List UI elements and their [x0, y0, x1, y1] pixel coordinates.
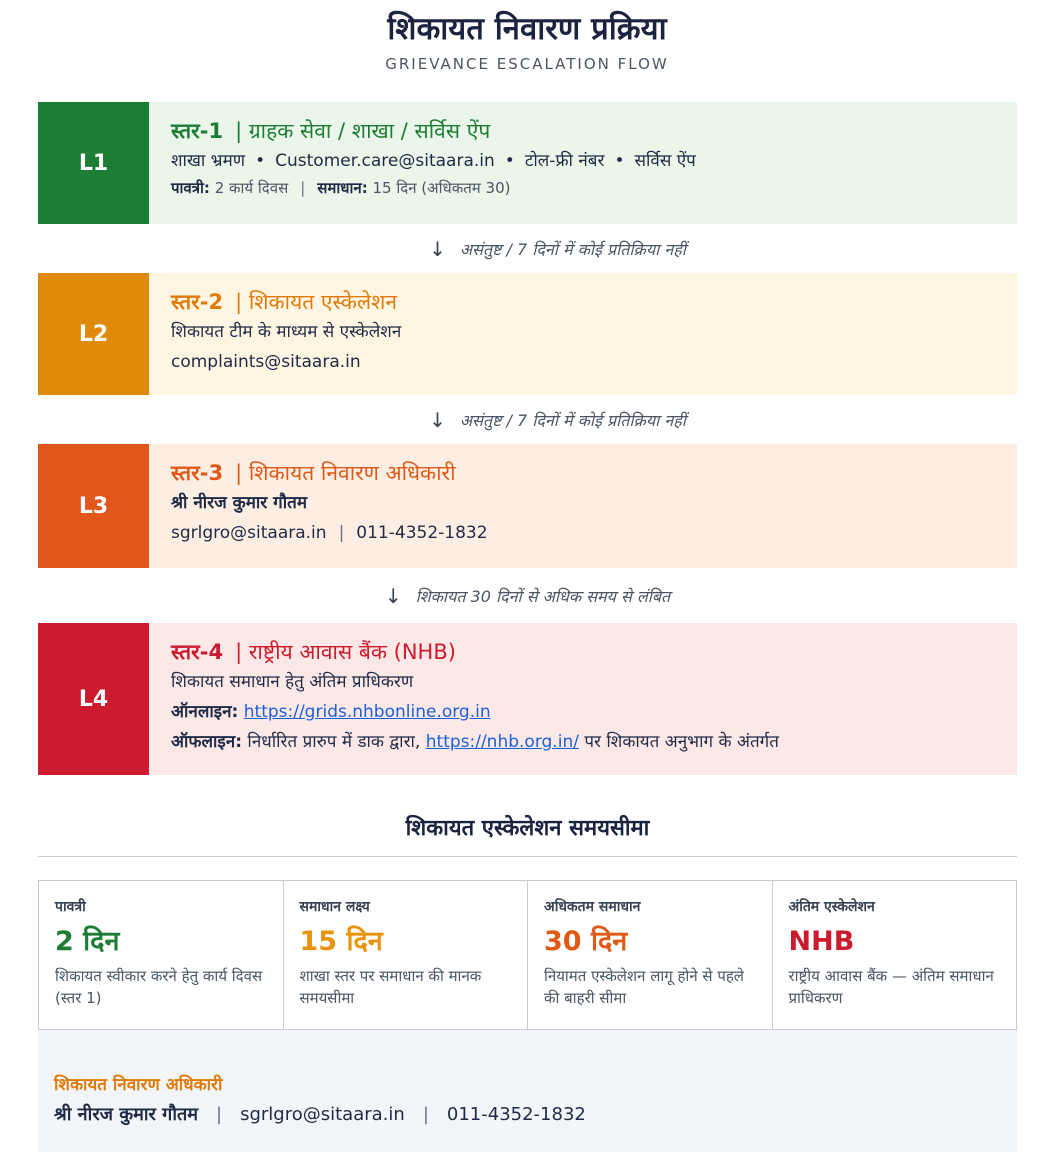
card-description: शाखा स्तर पर समाधान की मानक समयसीमा [299, 967, 482, 1007]
page-subtitle: GRIEVANCE ESCALATION FLOW [385, 55, 669, 73]
card-value: NHB [788, 926, 855, 957]
channel-app: सर्विस ऐंप [634, 151, 696, 171]
arrow-down-icon: ↓ [429, 407, 446, 432]
bullet-icon: • [255, 151, 266, 171]
level-4-subtitle: | राष्ट्रीय आवास बैंक (NHB) [235, 640, 456, 664]
channel-branch: शाखा भ्रमण [171, 151, 246, 171]
level-2-content [149, 273, 1017, 395]
level-3-contact [171, 518, 1017, 548]
level-4-online [171, 697, 1017, 727]
divider [38, 856, 1017, 857]
level-4-title [171, 637, 1017, 667]
officer-footer [38, 1030, 1017, 1152]
level-3-subtitle: | शिकायत निवारण अधिकारी [235, 461, 456, 485]
arrow-3-text: शिकायत 30 दिनों से अधिक समय से लंबित [415, 586, 671, 606]
escalation-arrow-1 [38, 224, 1017, 273]
level-3-badge: L3 [38, 444, 149, 568]
arrow-down-icon: ↓ [384, 583, 402, 608]
timeline-cards [38, 880, 1017, 1030]
level-4-offline [171, 727, 1017, 757]
page-header [0, 0, 1054, 74]
footer-phone[interactable]: 011-4352-1832 [446, 1104, 586, 1125]
offline-text-before: निर्धारित प्रारुप में डाक द्वारा, [247, 732, 421, 752]
level-2-email[interactable]: complaints@sitaara.in [171, 352, 361, 372]
offline-link[interactable]: https://nhb.org.in/ [425, 732, 579, 752]
level-2-description: शिकायत टीम के माध्यम से एस्केलेशन [171, 322, 402, 342]
channel-tollfree: टोल-फ्री नंबर [524, 151, 605, 171]
level-2-badge: L2 [38, 273, 149, 395]
level-1-card [38, 102, 1017, 224]
level-3-phone[interactable]: 011-4352-1832 [356, 523, 488, 543]
arrow-down-icon: ↓ [429, 236, 446, 261]
level-3-card [38, 444, 1017, 568]
escalation-levels [38, 102, 1017, 775]
card-description: राष्ट्रीय आवास बैंक — अंतिम समाधान प्राधिकरण [788, 967, 994, 1007]
level-1-channels [171, 146, 1017, 176]
level-1-badge: L1 [38, 102, 149, 224]
level-1-timelines [171, 176, 1017, 200]
level-1-title [171, 116, 1017, 146]
arrow-1-text: असंतुष्ट / 7 दिनों में कोई प्रतिक्रिया नहीं [459, 239, 686, 259]
offline-text-after: पर शिकायत अनुभाग के अंतर्गत [584, 732, 779, 752]
divider: | [422, 1104, 429, 1125]
online-label: ऑनलाइन: [171, 702, 239, 722]
ack-label: पावत्री: [171, 179, 210, 197]
online-link[interactable]: https://grids.nhbonline.org.in [243, 702, 491, 722]
timeline-card-resolution-target [284, 881, 529, 1029]
level-2-card [38, 273, 1017, 395]
level-4-badge: L4 [38, 623, 149, 775]
divider: | [338, 523, 345, 543]
level-3-officer-name: श्री नीरज कुमार गौतम [171, 493, 308, 513]
level-2-title [171, 287, 1017, 317]
resolution-value: 15 दिन (अधिकतम 30) [372, 179, 511, 197]
card-label: पावत्री [55, 899, 86, 915]
bullet-icon: • [614, 151, 625, 171]
footer-officer-name: श्री नीरज कुमार गौतम [54, 1104, 199, 1125]
card-value: 2 दिन [55, 926, 120, 957]
level-3-title [171, 458, 1017, 488]
level-4-content [149, 623, 1017, 775]
level-2-label: स्तर-2 [171, 290, 224, 314]
level-1-label: स्तर-1 [171, 119, 224, 143]
page-title: शिकायत निवारण प्रक्रिया [387, 11, 667, 47]
level-3-content [149, 444, 1017, 568]
divider: | [216, 1104, 223, 1125]
level-4-card [38, 623, 1017, 775]
card-description: नियामत एस्केलेशन लागू होने से पहले की बाहरी सीमा [544, 967, 744, 1007]
timeline-card-ack [39, 881, 284, 1029]
channel-email[interactable]: Customer.care@sitaara.in [275, 151, 495, 171]
escalation-arrow-3 [38, 568, 1017, 623]
offline-label: ऑफलाइन: [171, 732, 243, 752]
card-label: अंतिम एस्केलेशन [788, 899, 875, 915]
ack-value: 2 कार्य दिवस [214, 179, 289, 197]
card-description: शिकायत स्वीकार करने हेतु कार्य दिवस (स्तर 1) [55, 967, 263, 1007]
level-1-content [149, 102, 1017, 224]
timeline-card-final-escalation [773, 881, 1017, 1029]
footer-contact [54, 1098, 1017, 1132]
footer-label: शिकायत निवारण अधिकारी [54, 1075, 223, 1095]
arrow-2-text: असंतुष्ट / 7 दिनों में कोई प्रतिक्रिया नहीं [459, 410, 686, 430]
resolution-label: समाधान: [317, 179, 368, 197]
level-3-email[interactable]: sgrlgro@sitaara.in [171, 523, 327, 543]
timeline-title: शिकायत एस्केलेशन समयसीमा [405, 816, 650, 841]
timeline-card-max-resolution [528, 881, 773, 1029]
level-2-subtitle: | शिकायत एस्केलेशन [235, 290, 398, 314]
escalation-arrow-2 [38, 395, 1017, 444]
card-value: 30 दिन [544, 926, 628, 957]
bullet-icon: • [504, 151, 515, 171]
card-label: अधिकतम समाधान [544, 899, 641, 915]
level-1-subtitle: | ग्राहक सेवा / शाखा / सर्विस ऐंप [235, 119, 491, 143]
level-4-description: शिकायत समाधान हेतु अंतिम प्राधिकरण [171, 672, 414, 692]
level-3-label: स्तर-3 [171, 461, 224, 485]
card-value: 15 दिन [299, 926, 383, 957]
divider: | [300, 179, 306, 197]
footer-email[interactable]: sgrlgro@sitaara.in [240, 1104, 405, 1125]
card-label: समाधान लक्ष्य [299, 899, 370, 915]
level-4-label: स्तर-4 [171, 640, 224, 664]
